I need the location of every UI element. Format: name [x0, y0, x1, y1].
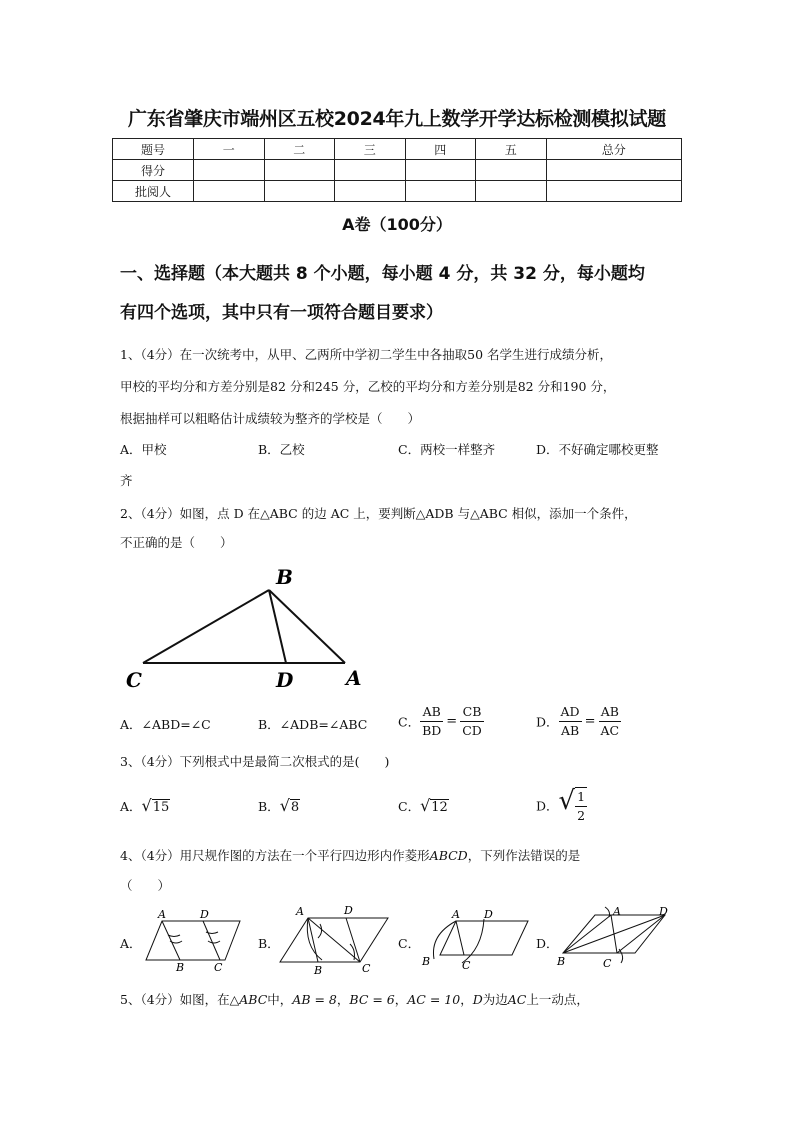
table-cell: 总分	[546, 139, 682, 160]
label-b: B	[557, 955, 566, 968]
q4-line2: （ ）	[120, 878, 171, 893]
table-cell	[546, 160, 682, 181]
q1-line1: 1、（4分）在一次统考中，从甲、乙两所中学初二学生中各抽取50 名学生进行成绩分析，	[120, 347, 613, 362]
q2-line2: 不正确的是（ ）	[120, 535, 233, 550]
q4-figure-a	[140, 905, 250, 975]
table-row	[113, 181, 682, 202]
label-b: B	[314, 964, 323, 977]
q5-text: ，	[336, 992, 350, 1007]
arc-mark	[168, 935, 180, 937]
q5-text: 中，	[267, 992, 293, 1007]
numerator: AD	[559, 703, 582, 722]
denominator: CD	[462, 723, 482, 738]
vertex-label-c: C	[126, 668, 142, 692]
label-c: C	[214, 961, 223, 974]
table-cell	[335, 160, 406, 181]
fraction	[460, 703, 484, 740]
table-cell	[194, 160, 265, 181]
table-cell	[476, 160, 547, 181]
section-1-heading	[120, 255, 645, 333]
q1-line2: 甲校的平均分和方差分别是82 分和245 分，乙校的平均分和方差分别是82 分和190 分，	[120, 379, 616, 394]
q3-option-a	[120, 796, 170, 815]
parallelogram	[440, 921, 528, 955]
q5-math: AC	[507, 992, 527, 1007]
fraction	[559, 703, 582, 740]
denominator: BD	[422, 723, 442, 738]
numerator: 1	[575, 788, 587, 807]
radical-sign: √	[558, 786, 576, 816]
radicand: 12	[431, 800, 448, 815]
q1-option-d-continued: 齐	[120, 473, 133, 488]
segment-ac	[456, 921, 464, 955]
q4-figure-b	[278, 902, 393, 978]
arc-mark	[462, 919, 484, 963]
label-b: B	[422, 955, 431, 968]
table-cell	[546, 181, 682, 202]
table-cell: 五	[476, 139, 547, 160]
q5-line1	[120, 990, 589, 1008]
q3-line1: 3、（4分）下列根式中是最简二次根式的是( )	[120, 754, 390, 769]
denominator: AB	[560, 723, 580, 738]
q4-figure-c	[418, 905, 533, 975]
q4-option-b-label: B．	[258, 936, 280, 951]
q3-option-c	[398, 796, 449, 815]
table-cell	[405, 181, 476, 202]
label-c: C	[362, 962, 371, 975]
q5-math: D	[472, 992, 483, 1007]
score-table-header-row	[113, 139, 682, 160]
q4-option-d-label: D．	[536, 936, 559, 951]
q5-text: ，	[460, 992, 473, 1007]
arc-mark	[208, 941, 220, 943]
radical-sign: √	[141, 796, 152, 815]
option-label: A．	[120, 799, 142, 814]
diagonal	[308, 918, 360, 962]
q2-option-a: A．∠ABD=∠C	[120, 717, 211, 732]
segment-dc	[346, 918, 360, 962]
label-a: A	[296, 905, 304, 918]
q5-math: AC = 10	[407, 992, 461, 1007]
segment-cb	[143, 590, 269, 663]
q2-line1: 2、（4分）如图，点 D 在△ABC 的边 AC 上，要判断△ADB 与△ABC 相似，添加一个条件，	[120, 506, 637, 521]
section-1-line2: 有四个选项，其中只有一项符合题目要求）	[120, 303, 443, 323]
table-cell: 二	[264, 139, 335, 160]
q4-text: ，下列作法错误的是	[467, 848, 581, 863]
segment-dc	[203, 921, 220, 960]
section-a-heading: A卷（100分）	[342, 215, 452, 234]
label-c: C	[603, 957, 612, 970]
q4-figure-d	[555, 903, 680, 975]
table-cell: 三	[335, 139, 406, 160]
radical	[559, 786, 588, 825]
vertex-label-d: D	[276, 668, 294, 692]
table-cell	[476, 181, 547, 202]
q1-option-b: B．乙校	[258, 442, 305, 457]
option-label: D．	[536, 798, 559, 814]
label-d: D	[200, 908, 209, 921]
parallelogram	[146, 921, 240, 960]
label-d: D	[484, 908, 493, 921]
radical	[280, 796, 300, 815]
segment-dc	[617, 915, 665, 953]
q4-text: 4、（4分）用尺规作图的方法在一个平行四边形内作菱形	[120, 848, 430, 863]
vertex-label-b: B	[276, 565, 293, 589]
fraction	[599, 703, 622, 740]
segment-ac	[611, 915, 617, 953]
q3-option-d	[536, 786, 587, 825]
q1-line3: 根据抽样可以粗略估计成绩较为整齐的学校是（ ）	[120, 411, 421, 426]
table-cell	[264, 181, 335, 202]
equals-sign: =	[446, 714, 458, 729]
q5-math: BC = 6	[349, 992, 395, 1007]
option-label: B．	[258, 799, 280, 814]
arc-mark	[433, 921, 456, 959]
segment-ba	[269, 590, 345, 663]
table-cell	[194, 181, 265, 202]
q5-math: △ABC	[229, 992, 268, 1007]
label-a: A	[452, 908, 460, 921]
fraction	[420, 703, 443, 740]
equals-sign: =	[584, 714, 596, 729]
fraction	[575, 787, 587, 825]
q2-option-b: B．∠ADB=∠ABC	[258, 717, 368, 732]
label-a: A	[613, 905, 621, 918]
q5-text: 5、（4分）如图，在	[120, 992, 230, 1007]
numerator: CB	[460, 703, 484, 722]
q3-option-b	[258, 796, 300, 815]
q5-text: ，	[394, 992, 408, 1007]
score-table	[112, 138, 682, 202]
table-row	[113, 160, 682, 181]
arc-mark	[350, 944, 355, 960]
q4-option-c-label: C．	[398, 936, 421, 951]
label-d: D	[659, 905, 668, 918]
label-d: D	[344, 904, 353, 917]
numerator: AB	[599, 703, 622, 722]
table-cell	[405, 160, 476, 181]
segment-ab	[563, 915, 611, 953]
label-c: C	[462, 959, 471, 972]
radical	[420, 796, 449, 815]
radicand: 8	[290, 800, 300, 815]
q5-text: 上一动点，	[526, 992, 589, 1007]
denominator: AC	[600, 723, 620, 738]
label-a: A	[158, 908, 166, 921]
radical-sign: √	[279, 796, 290, 815]
arc-mark	[318, 924, 322, 938]
q4-variable: ABCD	[429, 848, 468, 863]
q2-option-d	[536, 703, 621, 740]
q2-option-c-label: C．	[398, 714, 421, 730]
table-cell	[264, 160, 335, 181]
table-cell	[335, 181, 406, 202]
segment-bd	[269, 590, 286, 663]
denominator: 2	[577, 807, 586, 823]
table-cell: 得分	[113, 160, 194, 181]
q5-math: AB = 8	[292, 992, 337, 1007]
table-cell: 四	[405, 139, 476, 160]
q2-option-c	[398, 703, 484, 740]
radicand: 15	[152, 800, 170, 815]
vertex-label-a: A	[346, 666, 362, 690]
label-b: B	[176, 961, 185, 974]
q2-option-d-label: D．	[536, 714, 559, 730]
option-label: C．	[398, 799, 421, 814]
section-1-line1: 一、选择题（本大题共 8 个小题，每小题 4 分，共 32 分，每小题均	[120, 264, 645, 284]
page-title: 广东省肇庆市端州区五校2024年九上数学开学达标检测模拟试题	[128, 108, 666, 130]
triangle-figure	[110, 560, 390, 700]
q4-option-a-label: A．	[120, 936, 142, 951]
q4-line1	[120, 846, 580, 864]
numerator: AB	[420, 703, 443, 722]
q1-option-c: C．两校一样整齐	[398, 442, 496, 457]
table-cell: 一	[194, 139, 265, 160]
table-cell: 题号	[113, 139, 194, 160]
segment-ab	[162, 921, 180, 960]
q1-option-a: A．甲校	[120, 442, 167, 457]
q5-text: 为边	[482, 992, 508, 1007]
table-cell: 批阅人	[113, 181, 194, 202]
radical-sign: √	[420, 796, 431, 815]
radical	[142, 796, 171, 815]
q1-option-d: D．不好确定哪校更整	[536, 442, 659, 457]
